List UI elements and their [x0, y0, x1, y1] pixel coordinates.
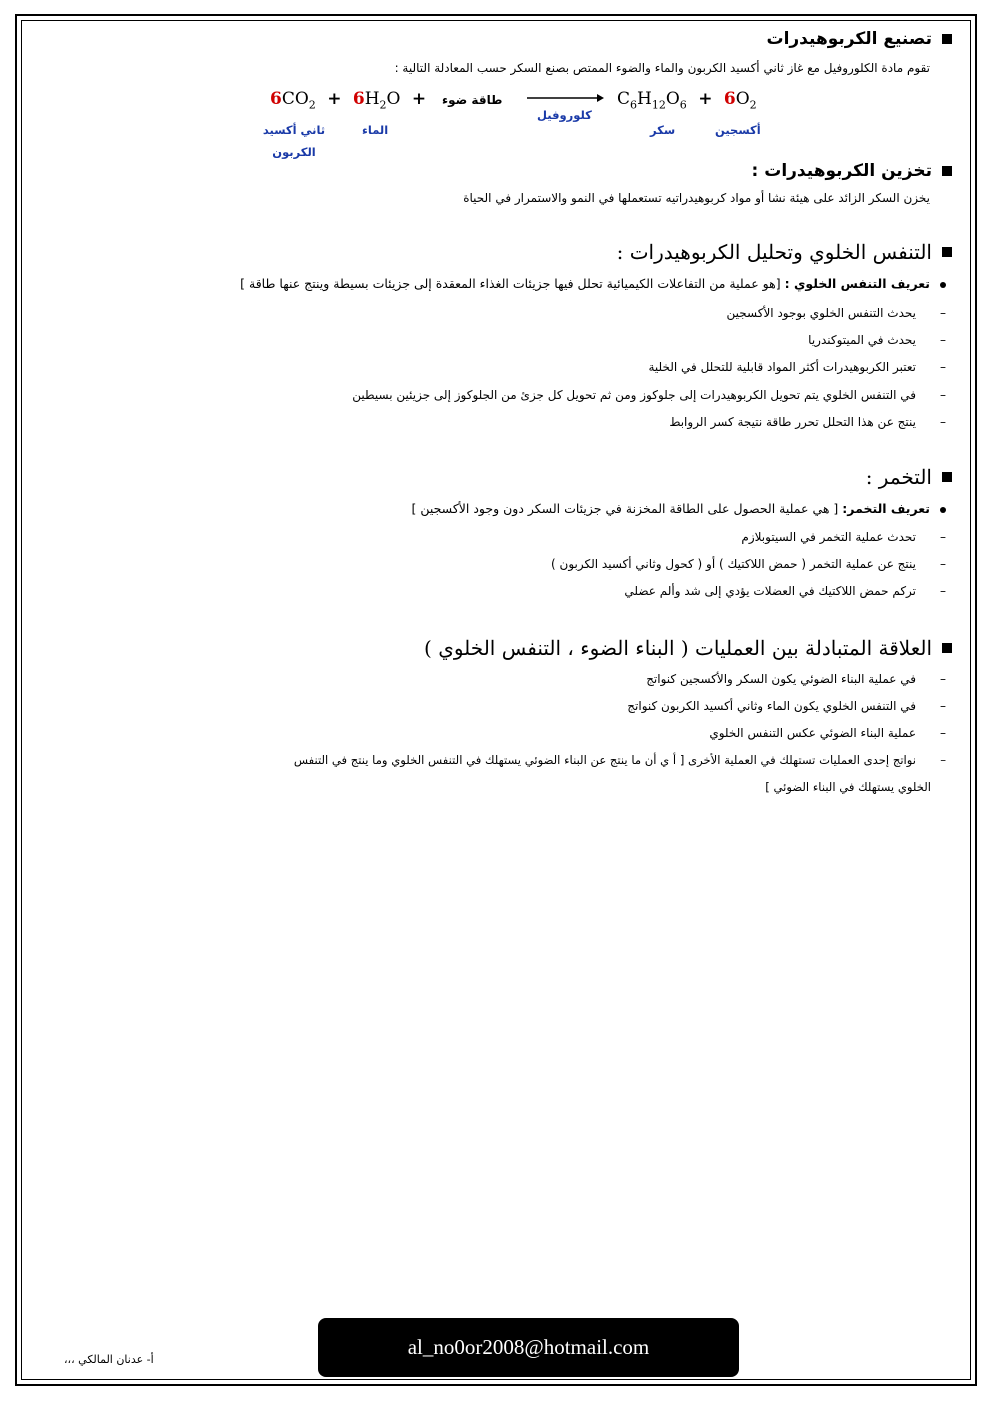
manufacture-intro: تقوم مادة الكلوروفيل مع غاز ثاني أكسيد الكربون والماء والضوء الممتص بصنع السكر حسب المعادلة التالية : [394, 61, 930, 75]
list-item: –في عملية البناء الضوئي يكون السكر والأكسجين كنواتج [646, 672, 946, 686]
list-item: –يحدث في الميتوكندريا [808, 333, 946, 347]
list-item-continuation: الخلوي يستهلك في البناء الضوئي ] [765, 780, 931, 794]
heading-fermentation: التخمر : [866, 465, 952, 489]
heading-storage: تخزين الكربوهيدرات : [752, 161, 952, 181]
storage-text: يخزن السكر الزائد على هيئة نشا أو مواد كربوهيدراتيه تستعملها في النمو والاستمرار في الحياة [463, 191, 930, 205]
list-item: –ينتج عن هذا التحلل تحرر طاقة نتيجة كسر الروابط [669, 415, 946, 429]
reaction-arrow-icon [525, 90, 605, 106]
email-banner [318, 1318, 739, 1377]
heading-respiration: التنفس الخلوي وتحليل الكربوهيدرات : [617, 240, 952, 264]
equation-catalyst: كلوروفيل [537, 108, 592, 122]
square-bullet-icon [942, 643, 952, 653]
author-name: أ- عدنان المالكي ،،، [64, 1353, 154, 1366]
email-text: al_no0or2008@hotmail.com [407, 1335, 650, 1359]
list-item: –تركم حمض اللاكتيك في العضلات يؤدي إلى شد وألم عضلي [624, 584, 946, 598]
label-co2: ثاني أكسيد الكربون [262, 123, 326, 159]
list-item: –نواتج إحدى العمليات تستهلك في العملية الأخرى [ أ ي أن ما ينتج عن البناء الضوئي يستهلك في التنفس الخلوي وما ينتج في التنفس [293, 753, 946, 767]
list-item: –في التنفس الخلوي يكون الماء وثاني أكسيد الكربون كنواتج [627, 699, 946, 713]
list-item: –تحدث عملية التخمر في السيتوبلازم [741, 530, 946, 544]
list-item: –يحدث التنفس الخلوي بوجود الأكسجين [726, 306, 946, 320]
fermentation-definition: تعريف التخمر: [ هي عملية الحصول على الطاقة المخزنة في جزيئات السكر دون وجود الأكسجين ] [411, 501, 946, 516]
equation-right: $C_6H_{12}O_6 + 6O_2$ [617, 89, 757, 112]
square-bullet-icon [942, 34, 952, 44]
label-water: الماء [362, 123, 389, 137]
square-bullet-icon [942, 247, 952, 257]
bullet-icon [940, 507, 946, 513]
equation-light-energy: طاقة ضوء [442, 93, 503, 107]
list-item: –عملية البناء الضوئي عكس التنفس الخلوي [709, 726, 946, 740]
heading-relation: العلاقة المتبادلة بين العمليات ( البناء الضوء ، التنفس الخلوي ) [424, 636, 952, 660]
square-bullet-icon [942, 472, 952, 482]
label-oxygen: أكسجين [715, 123, 761, 137]
list-item: –ينتج عن عملية التخمر ( حمض اللاكتيك ) أو ( كحول وثاني أكسيد الكربون ) [551, 557, 946, 571]
square-bullet-icon [942, 166, 952, 176]
heading-manufacture: تصنيع الكربوهيدرات [766, 29, 952, 49]
bullet-icon [940, 282, 946, 288]
equation-left: $6CO_2 + 6H_2O$ + [270, 89, 427, 112]
respiration-definition: تعريف التنفس الخلوي : [هو عملية من التفاعلات الكيميائية تحلل فيها جزيئات الغذاء المعقدة إلى جزيئات بسيطة وينتج عنها طاقة ] [240, 276, 946, 291]
list-item: –في التنفس الخلوي يتم تحويل الكربوهيدرات إلى جلوكوز ومن ثم تحويل كل جزئ من الجلوكوز إلى جزيئين بسيطين [352, 388, 946, 402]
list-item: –تعتبر الكربوهيدرات أكثر المواد قابلية للتحلل في الخلية [648, 360, 946, 374]
label-sugar: سكر [650, 123, 676, 137]
